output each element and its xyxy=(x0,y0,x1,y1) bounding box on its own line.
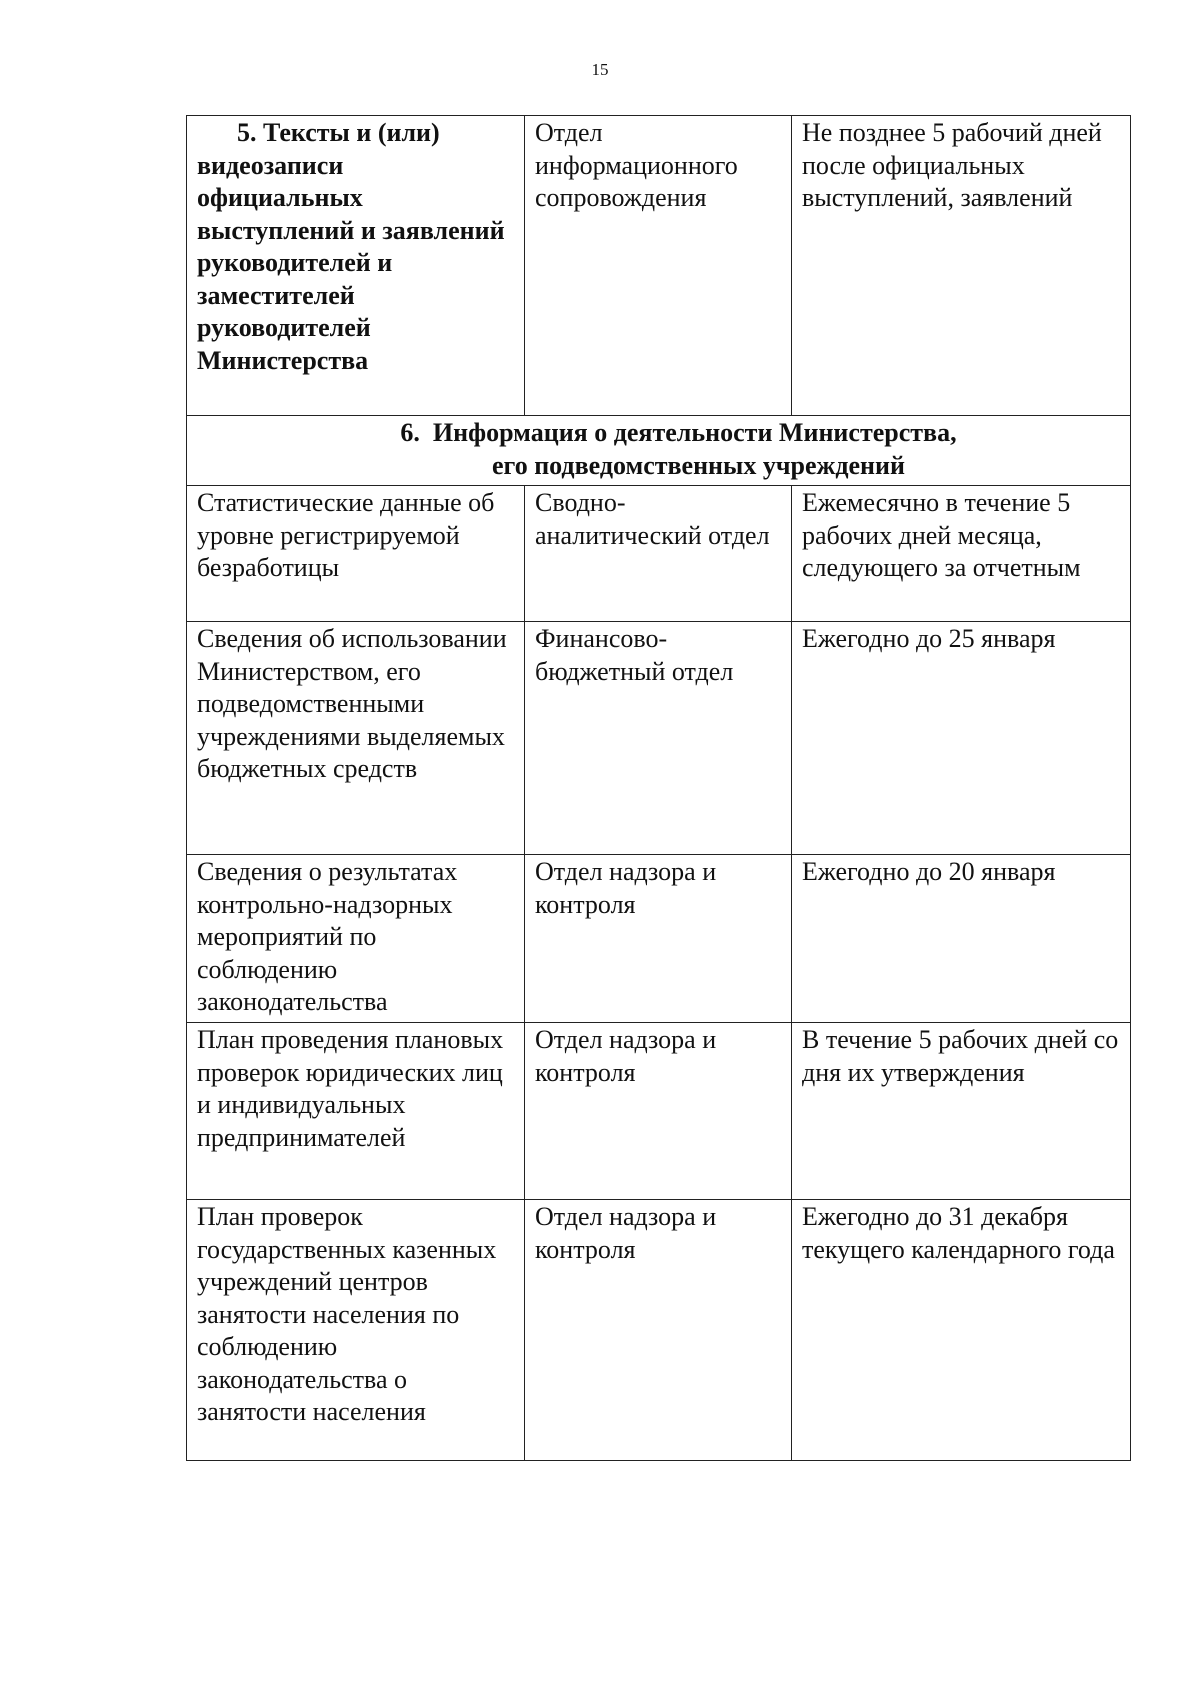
section-title-line-2: его подведомственных учреждений xyxy=(492,450,905,480)
item-name-cell: План проведения плановых проверок юридических лиц и индивидуальных предпринимателей xyxy=(187,1023,525,1200)
deadline-cell: Ежегодно до 20 января xyxy=(792,855,1131,1023)
deadline-cell: Ежегодно до 31 декабря текущего календарного года xyxy=(792,1200,1131,1461)
department-cell: Отдел информационного сопровождения xyxy=(525,116,792,416)
department-cell: Отдел надзора и контроля xyxy=(525,1023,792,1200)
item-name-cell: Сведения об использовании Министерством, его подведомственными учреждениями выделяемых бюджетных средств xyxy=(187,622,525,855)
table-row xyxy=(187,1023,1131,1200)
section-header-row xyxy=(187,416,1131,486)
section-title-line-1 xyxy=(197,417,1120,450)
table-row xyxy=(187,855,1131,1023)
deadline-cell: В течение 5 рабочих дней со дня их утверждения xyxy=(792,1023,1131,1200)
item-name: Тексты и (или) видеозаписи официальных выступлений и заявлений руководителей и заместителей руководителей Министерства xyxy=(197,118,505,375)
department-cell: Отдел надзора и контроля xyxy=(525,1200,792,1461)
table-row xyxy=(187,1200,1131,1461)
department-cell: Сводно-аналитический отдел xyxy=(525,486,792,622)
section-heading xyxy=(187,416,1131,486)
department-cell: Отдел надзора и контроля xyxy=(525,855,792,1023)
table-row xyxy=(187,622,1131,855)
item-name-cell: Сведения о результатах контрольно-надзорных мероприятий по соблюдению законодательства xyxy=(187,855,525,1023)
table-row xyxy=(187,116,1131,416)
deadline-cell: Ежемесячно в течение 5 рабочих дней месяца, следующего за отчетным xyxy=(792,486,1131,622)
document-table xyxy=(186,115,1131,1461)
deadline-cell: Не позднее 5 рабочий дней после официальных выступлений, заявлений xyxy=(792,116,1131,416)
section-title-text-1: Информация о деятельности Министерства, xyxy=(432,418,957,447)
department-cell: Финансово-бюджетный отдел xyxy=(525,622,792,855)
table-row xyxy=(187,486,1131,622)
item-name-cell: План проверок государственных казенных учреждений центров занятости населения по соблюдению законодательства о занятости населения xyxy=(187,1200,525,1461)
item-name-cell xyxy=(187,116,525,416)
page-number: 15 xyxy=(591,60,609,79)
item-number: 5. xyxy=(237,118,257,147)
item-name-cell: Статистические данные об уровне регистрируемой безработицы xyxy=(187,486,525,622)
deadline-cell: Ежегодно до 25 января xyxy=(792,622,1131,855)
section-number: 6. xyxy=(400,418,420,447)
